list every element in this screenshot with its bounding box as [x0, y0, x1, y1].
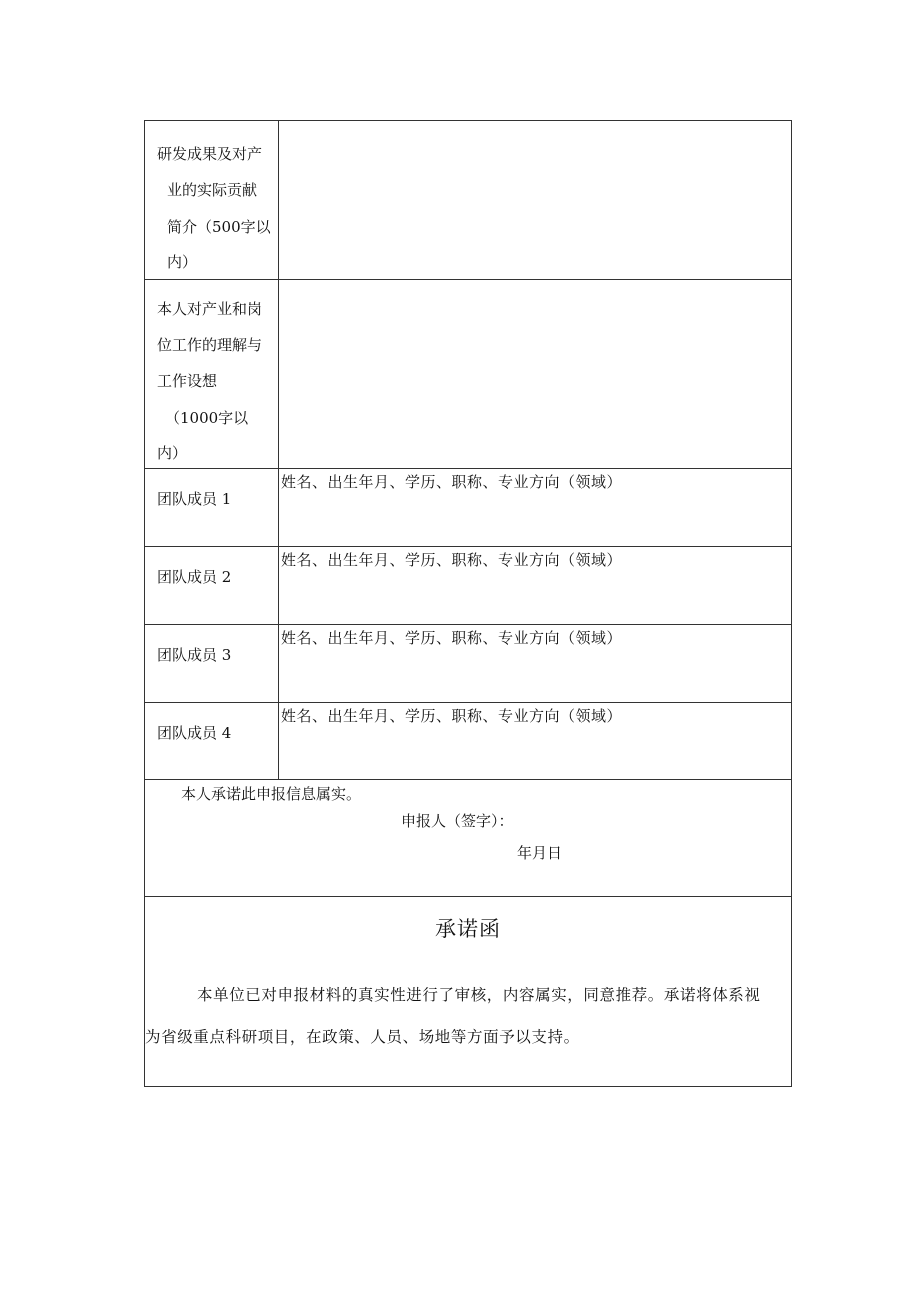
team-member-row — [145, 469, 791, 547]
team-member-hint: 姓名、出生年月、学历、职称、专业方向（领域） — [281, 707, 623, 725]
label-line: 工作设想 — [157, 372, 218, 390]
understanding-row — [145, 280, 791, 469]
label-line: 研发成果及对产 — [157, 145, 263, 163]
letter-paragraph-line: 本单位已对申报材料的真实性进行了审核，内容属实，同意推荐。承诺将体系视 — [197, 986, 761, 1004]
team-member-row — [145, 625, 791, 703]
team-member-input[interactable] — [279, 547, 791, 624]
team-member-label — [145, 625, 279, 702]
letter-paragraph-line: 为省级重点科研项目，在政策、人员、场地等方面予以支持。 — [145, 1028, 580, 1046]
signature-label: 申报人（签字）： — [401, 812, 514, 830]
date-label: 年月日 — [517, 844, 563, 862]
rd-results-row — [145, 121, 791, 280]
team-member-label — [145, 469, 279, 546]
team-member-label-text: 团队成员 1 — [157, 490, 232, 508]
team-member-row — [145, 547, 791, 625]
commitment-letter — [145, 897, 791, 1086]
label-line: 位工作的理解与 — [157, 336, 263, 354]
team-member-hint: 姓名、出生年月、学历、职称、专业方向（领域） — [281, 551, 623, 569]
team-member-hint: 姓名、出生年月、学历、职称、专业方向（领域） — [281, 473, 623, 491]
understanding-label — [145, 280, 279, 468]
label-line: 简介（500字以 — [167, 218, 271, 236]
label-line: 业的实际贡献 — [167, 181, 258, 199]
team-member-label — [145, 703, 279, 779]
label-line: 本人对产业和岗 — [157, 300, 263, 318]
label-line: （1000字以 — [165, 409, 249, 427]
team-member-input[interactable] — [279, 703, 791, 779]
team-member-input[interactable] — [279, 625, 791, 702]
label-line: 内） — [157, 444, 188, 462]
team-member-hint: 姓名、出生年月、学历、职称、专业方向（领域） — [281, 629, 623, 647]
rd-results-label — [145, 121, 279, 279]
team-member-label-text: 团队成员 3 — [157, 646, 232, 664]
rd-results-input[interactable] — [279, 121, 791, 279]
understanding-input[interactable] — [279, 280, 791, 468]
application-form — [144, 120, 792, 1087]
pledge-statement: 本人承诺此申报信息属实。 — [181, 785, 362, 803]
letter-title: 承诺函 — [435, 917, 501, 941]
team-member-label-text: 团队成员 2 — [157, 568, 232, 586]
pledge-section — [145, 780, 791, 897]
team-member-label-text: 团队成员 4 — [157, 724, 232, 742]
team-member-label — [145, 547, 279, 624]
label-line: 内） — [167, 253, 198, 271]
team-member-input[interactable] — [279, 469, 791, 546]
team-member-row — [145, 703, 791, 780]
